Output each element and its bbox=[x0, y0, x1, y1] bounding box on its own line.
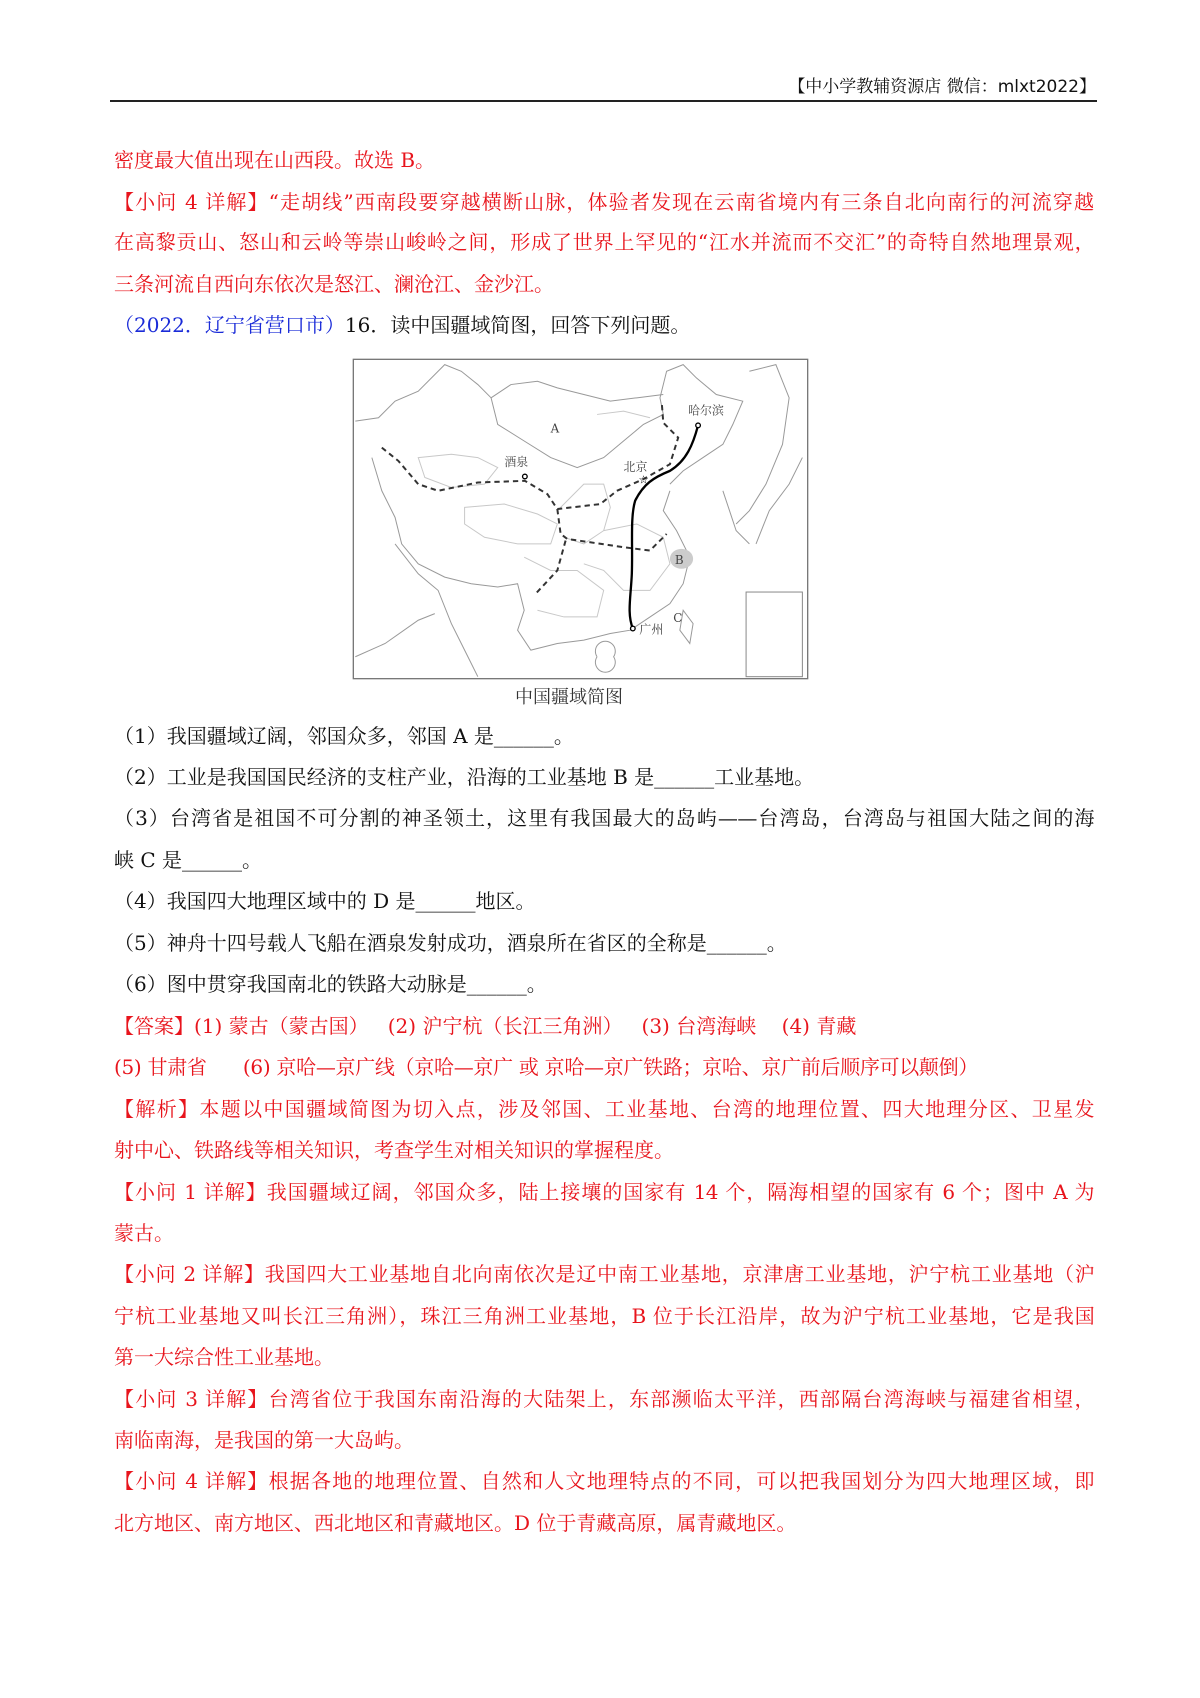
question-item-3: （3）台湾省是祖国不可分割的神圣领土，这里有我国最大的岛屿——台湾岛，台湾岛与祖国大陆之间的海 bbox=[114, 806, 1094, 830]
label-guangzhou: 广州 bbox=[639, 622, 664, 637]
answer-line-2: (5) 甘肃省 (6) 京哈—京广线（京哈—京广 或 京哈—京广铁路；京哈、京广前后顺序可以颠倒） bbox=[114, 1055, 979, 1079]
answer-line-1: 【答案】(1) 蒙古（蒙古国） (2) 沪宁杭（长江三角洲） (3) 台湾海峡 (4) 青藏 bbox=[114, 1014, 857, 1038]
question-item-3-cont: 峡 C 是______。 bbox=[114, 848, 263, 872]
page-header: 【中小学教辅资源店 微信：mlxt2022】 bbox=[788, 77, 1096, 97]
analysis-line-2: 射中心、铁路线等相关知识，考查学生对相关知识的掌握程度。 bbox=[114, 1138, 674, 1162]
china-territory-map bbox=[352, 358, 809, 680]
prev-q4-line2: 在高黎贡山、怒山和云岭等崇山峻岭之间，形成了世界上罕见的“江水并流而不交汇”的奇特自然地理景观， bbox=[114, 230, 1094, 254]
question-item-5: （5）神舟十四号载人飞船在酒泉发射成功，酒泉所在省区的全称是______。 bbox=[114, 931, 787, 955]
q4-text: “走胡线”西南段要穿越横断山脉，体验者发现在云南省境内有三条自北向南行的河流穿越 bbox=[268, 190, 1094, 214]
question-source: （2022．辽宁省营口市） bbox=[114, 313, 345, 337]
map-caption: 中国疆域简图 bbox=[515, 687, 623, 708]
label-jiuquan: 酒泉 bbox=[504, 454, 529, 469]
detail-line: 【小问 1 详解】我国疆域辽阔，邻国众多，陆上接壤的国家有 14 个，隔海相望的国家有 6 个；图中 A 为 bbox=[114, 1180, 1094, 1204]
question-item-6: （6）图中贯穿我国南北的铁路大动脉是______。 bbox=[114, 972, 547, 996]
question-item-4: （4）我国四大地理区域中的 D 是______地区。 bbox=[114, 889, 536, 913]
south-china-sea-inset bbox=[746, 592, 802, 677]
detail-line: 【小问 3 详解】台湾省位于我国东南沿海的大陆架上，东部濒临太平洋，西部隔台湾海峡与福建省相望， bbox=[114, 1387, 1094, 1411]
label-a: A bbox=[550, 421, 560, 436]
label-b: B bbox=[674, 552, 684, 567]
detail-line: 南临南海，是我国的第一大岛屿。 bbox=[114, 1428, 414, 1452]
detail-line: 【小问 2 详解】我国四大工业基地自北向南依次是辽中南工业基地，京津唐工业基地，沪宁杭工业基地（沪 bbox=[114, 1262, 1094, 1286]
label-beijing: 北京 bbox=[623, 459, 648, 474]
prev-answer-line: 密度最大值出现在山西段。故选 B。 bbox=[114, 148, 436, 172]
question-stem bbox=[114, 312, 1094, 338]
guangzhou-point bbox=[631, 626, 636, 631]
detail-line: 第一大综合性工业基地。 bbox=[114, 1345, 334, 1369]
prev-q4-line1 bbox=[114, 189, 1094, 215]
prev-q4-line3: 三条河流自西向东依次是怒江、澜沧江、金沙江。 bbox=[114, 272, 554, 296]
detail-line: 宁杭工业基地又叫长江三角洲），珠江三角洲工业基地，B 位于长江沿岸，故为沪宁杭工业基地，它是我国 bbox=[114, 1304, 1094, 1328]
analysis-line-1: 【解析】本题以中国疆域简图为切入点，涉及邻国、工业基地、台湾的地理位置、四大地理分区、卫星发 bbox=[114, 1097, 1094, 1121]
detail-line: 蒙古。 bbox=[114, 1221, 174, 1245]
q4-tag: 【小问 4 详解】 bbox=[114, 190, 269, 214]
header-rule bbox=[110, 100, 1097, 102]
label-harbin: 哈尔滨 bbox=[688, 403, 724, 418]
question-item-1: （1）我国疆域辽阔，邻国众多，邻国 A 是______。 bbox=[114, 724, 574, 748]
question-item-2: （2）工业是我国国民经济的支柱产业，沿海的工业基地 B 是______工业基地。 bbox=[114, 765, 815, 789]
detail-line: 北方地区、南方地区、西北地区和青藏地区。D 位于青藏高原，属青藏地区。 bbox=[114, 1511, 797, 1535]
jiuquan-point bbox=[523, 474, 528, 479]
label-c: C bbox=[673, 610, 683, 625]
harbin-point bbox=[696, 423, 701, 428]
question-text: 16．读中国疆域简图，回答下列问题。 bbox=[344, 313, 691, 337]
beijing-star-icon: ☆ bbox=[638, 473, 649, 487]
detail-line: 【小问 4 详解】根据各地的地理位置、自然和人文地理特点的不同，可以把我国划分为四大地理区域，即 bbox=[114, 1469, 1094, 1493]
